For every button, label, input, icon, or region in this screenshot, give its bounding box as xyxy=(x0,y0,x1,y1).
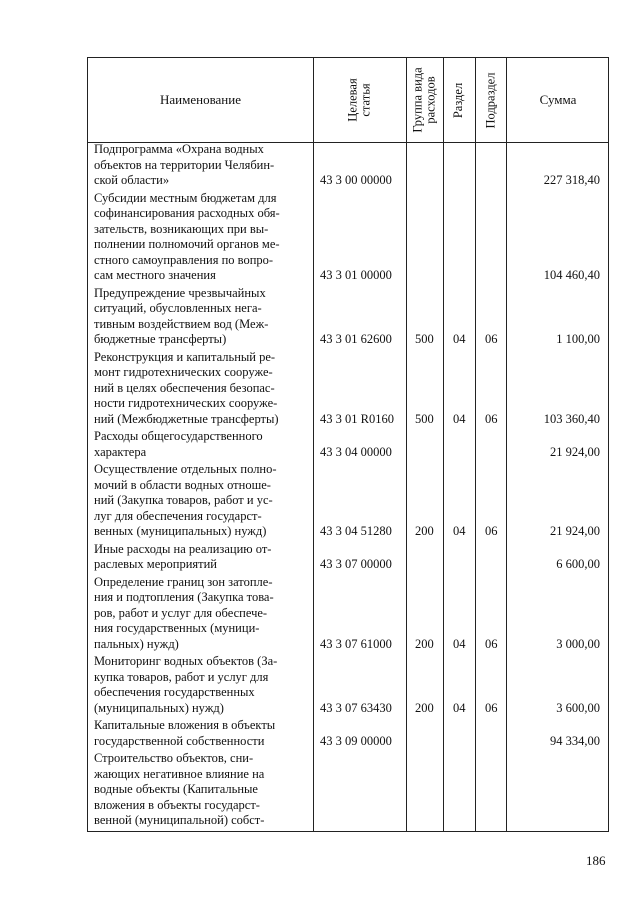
row-name xyxy=(94,718,307,749)
table-row xyxy=(88,142,608,189)
row-name-line: Предупреждение чрезвычайных xyxy=(94,285,266,300)
row-name-line: зательств, возникающих при вы- xyxy=(94,221,269,236)
row-target-article: 43 3 07 00000 xyxy=(320,557,392,571)
header-name-text: Наименование xyxy=(160,92,241,107)
row-name xyxy=(94,350,307,428)
row-name-line: ности гидротехнических сооруже- xyxy=(94,396,278,410)
row-name-line: ров, работ и услуг для обеспече- xyxy=(94,605,268,620)
row-expense-group: 200 xyxy=(415,524,434,538)
row-name-line: Реконструкция и капитальный ре- xyxy=(94,349,276,364)
table-row xyxy=(88,654,608,716)
row-name xyxy=(94,191,307,284)
row-name-line: Субсидии местным бюджетам для xyxy=(94,190,277,205)
row-name-line: софинансирования расходных обя- xyxy=(94,206,280,220)
row-target-article: 43 3 01 R0160 xyxy=(320,411,394,426)
row-sum: 1 100,00 xyxy=(556,332,600,346)
row-name-line: жающих негативное влияние на xyxy=(94,766,265,781)
row-name-line: водные объекты (Капитальные xyxy=(94,782,258,796)
table-row xyxy=(88,191,608,284)
table-row xyxy=(88,542,608,573)
table-row xyxy=(88,718,608,749)
row-name-line: Иные расходы на реализацию от- xyxy=(94,541,272,556)
table-row xyxy=(88,350,608,428)
row-name-line: Строительство объектов, сни- xyxy=(94,751,254,765)
row-target-article: 43 3 01 00000 xyxy=(320,268,392,282)
row-name-line: раслевых мероприятий xyxy=(94,557,217,571)
row-name-line: венной (муниципальной) собст- xyxy=(94,813,265,827)
row-name-line: Осуществление отдельных полно- xyxy=(94,462,277,476)
row-sum: 6 600,00 xyxy=(556,557,600,571)
row-name-line: ской области» xyxy=(94,173,170,187)
header-name xyxy=(88,58,313,142)
row-name-line: венных (муниципальных) нужд) xyxy=(94,524,267,538)
header-target-article xyxy=(313,58,406,142)
row-name-line: тивным воздействием вод (Меж- xyxy=(94,316,269,331)
page-number: 186 xyxy=(586,853,606,868)
row-target-article: 43 3 04 51280 xyxy=(320,524,392,538)
row-name-line: ния и подтопления (Закупка това- xyxy=(94,590,274,604)
row-expense-group: 500 xyxy=(415,332,434,346)
row-target-article: 43 3 01 62600 xyxy=(320,332,392,346)
row-name xyxy=(94,142,307,189)
row-name-line: Подпрограмма «Охрана водных xyxy=(94,142,264,156)
row-name xyxy=(94,575,307,653)
header-target-article-line1: Целевая xyxy=(345,78,360,122)
header-sum-text: Сумма xyxy=(539,92,577,107)
row-expense-group: 200 xyxy=(415,700,434,715)
row-section: 04 xyxy=(453,411,466,426)
row-name-line: мочий в области водных отноше- xyxy=(94,477,271,492)
row-name-line: пальных) нужд) xyxy=(94,636,179,651)
row-target-article: 43 3 04 00000 xyxy=(320,444,392,459)
row-name-line: объектов на территории Челябин- xyxy=(94,157,275,172)
row-sum: 103 360,40 xyxy=(543,411,600,426)
row-name xyxy=(94,462,307,540)
row-name xyxy=(94,542,307,573)
row-name-line: монт гидротехнических сооруже- xyxy=(94,365,273,379)
row-name-line: ния государственных (муници- xyxy=(94,621,260,635)
row-name-line: характера xyxy=(94,444,147,459)
budget-table xyxy=(87,57,609,832)
row-name-line: ний в целях обеспечения безопас- xyxy=(94,380,275,395)
header-subsection-text: Подраздел xyxy=(483,72,497,128)
row-sum: 3 000,00 xyxy=(556,636,600,651)
row-sum: 21 924,00 xyxy=(550,444,600,459)
row-section: 04 xyxy=(453,524,466,538)
header-section-text: Раздел xyxy=(451,82,466,118)
row-expense-group: 200 xyxy=(415,636,434,651)
row-name-line: Расходы общегосударственного xyxy=(94,429,263,443)
table-row xyxy=(88,286,608,348)
row-name-line: ний (Межбюджетные трансферты) xyxy=(94,411,279,426)
row-name-line: государственной собственности xyxy=(94,733,265,748)
header-expense-group xyxy=(406,58,443,142)
header-section xyxy=(443,58,475,142)
row-sum: 3 600,00 xyxy=(556,700,600,715)
row-name-line: обеспечения государственных xyxy=(94,685,255,699)
row-subsection: 06 xyxy=(485,524,498,538)
row-name xyxy=(94,751,307,829)
row-name-line: вложения в объекты государст- xyxy=(94,797,260,812)
row-sum: 227 318,40 xyxy=(543,173,600,187)
row-section: 04 xyxy=(453,700,466,715)
row-target-article: 43 3 07 61000 xyxy=(320,636,392,651)
header-target-article-line2: статья xyxy=(358,83,373,117)
row-name xyxy=(94,654,307,716)
header-sum xyxy=(506,58,610,142)
row-subsection: 06 xyxy=(485,636,498,651)
header-expense-group-line2: расходов xyxy=(423,76,438,124)
row-name-line: (муниципальных) нужд) xyxy=(94,700,224,715)
row-sum: 104 460,40 xyxy=(543,268,600,282)
row-section: 04 xyxy=(453,636,466,651)
header-expense-group-line1: Группа вида xyxy=(410,67,425,133)
header-subsection xyxy=(475,58,506,142)
table-row xyxy=(88,429,608,460)
row-sum: 21 924,00 xyxy=(550,524,600,538)
row-name-line: ний (Закупка товаров, работ и ус- xyxy=(94,493,273,507)
row-expense-group: 500 xyxy=(415,411,434,426)
row-name-line: луг для обеспечения государст- xyxy=(94,508,262,523)
row-subsection: 06 xyxy=(485,332,498,346)
row-subsection: 06 xyxy=(485,411,498,426)
row-name-line: стного самоуправления по вопро- xyxy=(94,252,274,267)
row-sum: 94 334,00 xyxy=(550,733,600,748)
row-target-article: 43 3 07 63430 xyxy=(320,700,392,715)
row-name-line: купка товаров, работ и услуг для xyxy=(94,669,269,684)
row-name xyxy=(94,286,307,348)
row-name-line: бюджетные трансферты) xyxy=(94,332,227,346)
row-name-line: Определение границ зон затопле- xyxy=(94,574,273,589)
row-name-line: Капитальные вложения в объекты xyxy=(94,718,276,732)
table-row xyxy=(88,575,608,653)
row-name-line: полнении полномочий органов ме- xyxy=(94,237,280,251)
row-name-line: ситуаций, обусловленных нега- xyxy=(94,301,262,315)
row-target-article: 43 3 09 00000 xyxy=(320,733,392,748)
table-row xyxy=(88,751,608,829)
row-name-line: Мониторинг водных объектов (За- xyxy=(94,654,278,668)
row-target-article: 43 3 00 00000 xyxy=(320,173,392,187)
row-section: 04 xyxy=(453,332,466,346)
table-row xyxy=(88,462,608,540)
row-subsection: 06 xyxy=(485,700,498,715)
row-name-line: сам местного значения xyxy=(94,268,216,282)
row-name xyxy=(94,429,307,460)
